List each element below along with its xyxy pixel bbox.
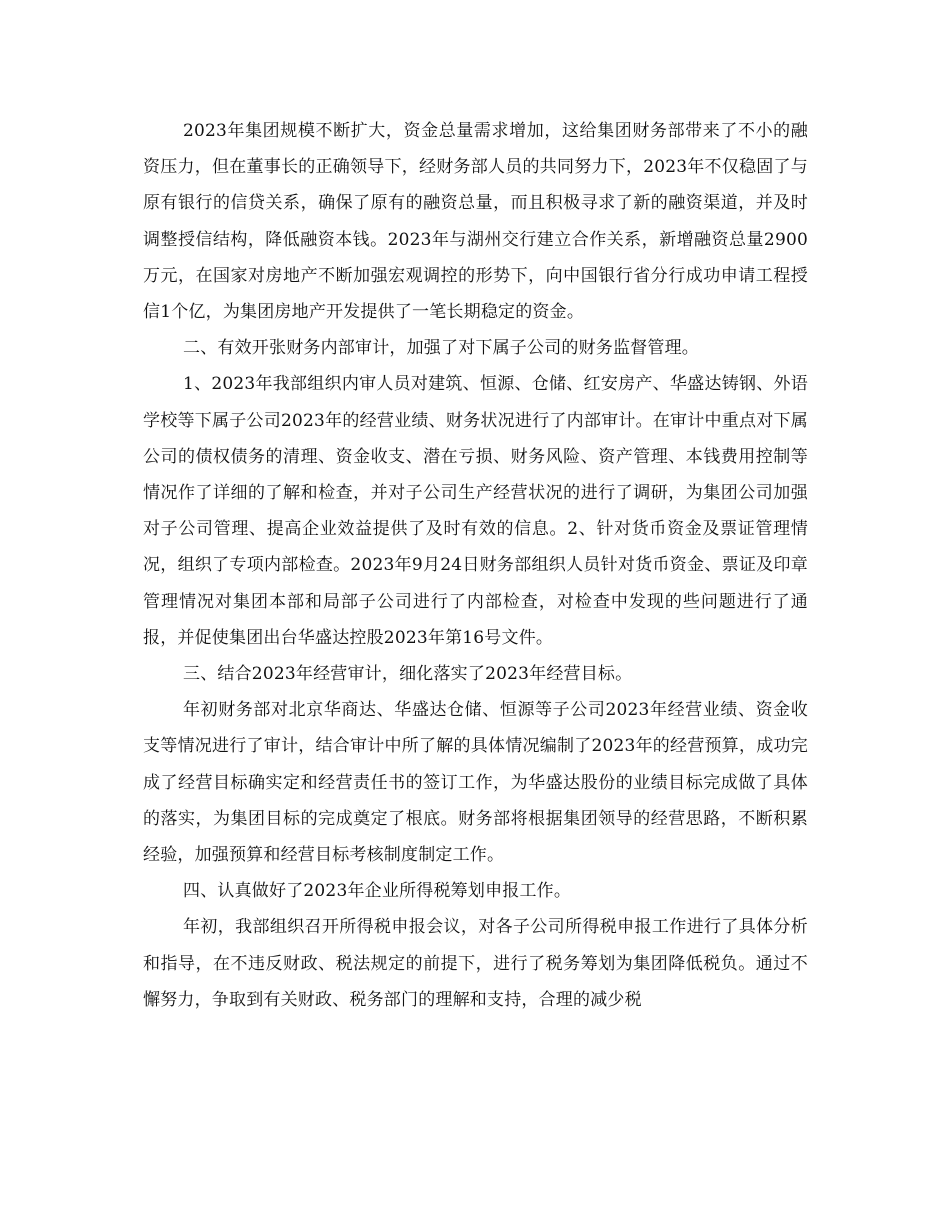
paragraph-internal-audit: 1、2023年我部组织内审人员对建筑、恒源、仓储、红安房产、华盛达铸钢、外语学校等下属子公司2023年的经营业绩、财务状况进行了内部审计。在审计中重点对下属公司的债权债务的清理、资金收支、潜在亏损、财务风险、资产管理、本钱费用控制等情况作了详细的了解和检查，并对子公司生产经营状况的进行了调研，为集团公司加强对子公司管理、提高企业效益提供了及时有效的信息。2、针对货币资金及票证管理情况，组织了专项内部检查。2023年9月24日财务部组织人员针对货币资金、票证及印章管理情况对集团本部和局部子公司进行了内部检查，对检查中发现的些问题进行了通报，并促使集团出台华盛达控股2023年第16号文件。 (143, 374, 808, 648)
heading-internal-audit: 二、有效开张财务内部审计，加强了对下属子公司的财务监督管理。 (183, 338, 699, 359)
heading-income-tax: 四、认真做好了2023年企业所得税筹划申报工作。 (183, 881, 572, 902)
document-body (143, 113, 808, 1018)
heading-business-targets: 三、结合2023年经营审计，细化落实了2023年经营目标。 (183, 664, 633, 685)
paragraph-financing: 2023年集团规模不断扩大，资金总量需求增加，这给集团财务部带来了不小的融资压力，但在董事长的正确领导下，经财务部人员的共同努力下，2023年不仅稳固了与原有银行的信贷关系，确保了原有的融资总量，而且积极寻求了新的融资渠道，并及时调整授信结构，降低融资本钱。2023年与湖州交行建立合作关系，新增融资总量2900万元，在国家对房地产不断加强宏观调控的形势下，向中国银行省分行成功申请工程授信1个亿，为集团房地产开发提供了一笔长期稳定的资金。 (143, 121, 808, 323)
paragraph-income-tax: 年初，我部组织召开所得税申报会议，对各子公司所得税申报工作进行了具体分析和指导，在不违反财政、税法规定的前提下，进行了税务筹划为集团降低税负。通过不懈努力，争取到有关财政、税务部门的理解和支持，合理的减少税 (143, 917, 808, 1010)
paragraph-business-targets: 年初财务部对北京华商达、华盛达仓储、恒源等子公司2023年经营业绩、资金收支等情况进行了审计，结合审计中所了解的具体情况编制了2023年的经营预算，成功完成了经营目标确实定和经营责任书的签订工作，为华盛达股份的业绩目标完成做了具体的落实，为集团目标的完成奠定了根底。财务部将根据集团领导的经营思路，不断积累经验，加强预算和经营目标考核制度制定工作。 (143, 700, 808, 866)
